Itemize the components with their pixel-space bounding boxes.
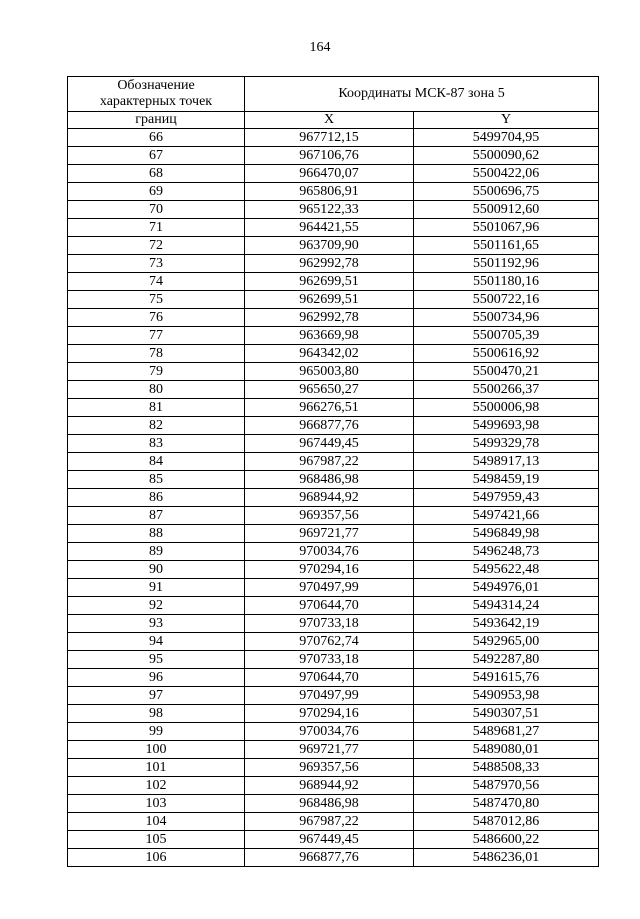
point-id-cell: 98 (68, 705, 245, 723)
point-id-cell: 83 (68, 435, 245, 453)
y-coordinate-cell: 5499329,78 (414, 435, 599, 453)
point-id-cell: 85 (68, 471, 245, 489)
point-id-cell: 100 (68, 741, 245, 759)
table-row (68, 399, 599, 417)
y-coordinate-cell: 5500912,60 (414, 201, 599, 219)
y-coordinate-cell: 5500006,98 (414, 399, 599, 417)
table-row (68, 219, 599, 237)
y-coordinate-cell: 5500266,37 (414, 381, 599, 399)
point-id-cell: 68 (68, 165, 245, 183)
points-column-header (68, 77, 245, 112)
y-coordinate-cell: 5487970,56 (414, 777, 599, 795)
table-row (68, 327, 599, 345)
point-id-cell: 78 (68, 345, 245, 363)
x-coordinate-cell: 967106,76 (245, 147, 414, 165)
table-row (68, 813, 599, 831)
table-row (68, 561, 599, 579)
x-coordinate-cell: 967449,45 (245, 435, 414, 453)
point-id-cell: 91 (68, 579, 245, 597)
point-id-cell: 105 (68, 831, 245, 849)
table-row (68, 723, 599, 741)
y-coordinate-cell: 5494314,24 (414, 597, 599, 615)
table-body (68, 129, 599, 867)
y-coordinate-cell: 5501161,65 (414, 237, 599, 255)
point-id-cell: 74 (68, 273, 245, 291)
table-row (68, 615, 599, 633)
x-coordinate-cell: 968486,98 (245, 471, 414, 489)
table-row (68, 759, 599, 777)
x-coordinate-cell: 969721,77 (245, 525, 414, 543)
point-id-cell: 73 (68, 255, 245, 273)
point-id-cell: 86 (68, 489, 245, 507)
y-coordinate-cell: 5486236,01 (414, 849, 599, 867)
y-coordinate-cell: 5487012,86 (414, 813, 599, 831)
point-id-cell: 94 (68, 633, 245, 651)
x-coordinate-cell: 970034,76 (245, 723, 414, 741)
point-id-cell: 76 (68, 309, 245, 327)
table-row (68, 705, 599, 723)
x-coordinate-cell: 970497,99 (245, 687, 414, 705)
x-coordinate-cell: 969357,56 (245, 507, 414, 525)
x-coordinate-cell: 968944,92 (245, 777, 414, 795)
table-row (68, 147, 599, 165)
table-row (68, 453, 599, 471)
x-coordinate-cell: 970644,70 (245, 669, 414, 687)
page-number: 164 (309, 40, 331, 55)
x-coordinate-cell: 967449,45 (245, 831, 414, 849)
y-coordinate-cell: 5500696,75 (414, 183, 599, 201)
table-row (68, 849, 599, 867)
table-row (68, 777, 599, 795)
y-coordinate-cell: 5501180,16 (414, 273, 599, 291)
y-coordinate-cell: 5489080,01 (414, 741, 599, 759)
y-coordinate-cell: 5492965,00 (414, 633, 599, 651)
x-coordinate-cell: 967987,22 (245, 813, 414, 831)
y-coordinate-cell: 5500722,16 (414, 291, 599, 309)
point-id-cell: 89 (68, 543, 245, 561)
y-coordinate-cell: 5497421,66 (414, 507, 599, 525)
table-row (68, 543, 599, 561)
point-id-cell: 101 (68, 759, 245, 777)
table-row (68, 381, 599, 399)
point-id-cell: 103 (68, 795, 245, 813)
point-id-cell: 75 (68, 291, 245, 309)
y-coordinate-cell: 5500705,39 (414, 327, 599, 345)
y-coordinate-cell: 5492287,80 (414, 651, 599, 669)
table-row (68, 237, 599, 255)
point-id-cell: 77 (68, 327, 245, 345)
points-header-line: Обозначение (117, 78, 195, 93)
y-coordinate-cell: 5501192,96 (414, 255, 599, 273)
x-coordinate-cell: 966877,76 (245, 849, 414, 867)
y-coordinate-cell: 5499704,95 (414, 129, 599, 147)
x-coordinate-cell: 969721,77 (245, 741, 414, 759)
x-coordinate-cell: 970294,16 (245, 705, 414, 723)
point-id-cell: 95 (68, 651, 245, 669)
x-coordinate-cell: 962992,78 (245, 309, 414, 327)
x-coordinate-cell: 970497,99 (245, 579, 414, 597)
point-id-cell: 81 (68, 399, 245, 417)
x-coordinate-cell: 962699,51 (245, 273, 414, 291)
table-row (68, 255, 599, 273)
y-coordinate-cell: 5498459,19 (414, 471, 599, 489)
table-row (68, 525, 599, 543)
table-row (68, 273, 599, 291)
x-coordinate-cell: 965003,80 (245, 363, 414, 381)
x-coordinate-cell: 968944,92 (245, 489, 414, 507)
y-coordinate-cell: 5489681,27 (414, 723, 599, 741)
table-row (68, 201, 599, 219)
x-coordinate-cell: 962699,51 (245, 291, 414, 309)
x-coordinate-cell: 966470,07 (245, 165, 414, 183)
y-coordinate-cell: 5493642,19 (414, 615, 599, 633)
table-row (68, 129, 599, 147)
point-id-cell: 70 (68, 201, 245, 219)
point-id-cell: 97 (68, 687, 245, 705)
table-row (68, 687, 599, 705)
x-coordinate-cell: 963709,90 (245, 237, 414, 255)
table-row (68, 435, 599, 453)
point-id-cell: 88 (68, 525, 245, 543)
table-row (68, 633, 599, 651)
table-row (68, 795, 599, 813)
y-coordinate-cell: 5500616,92 (414, 345, 599, 363)
y-coordinate-cell: 5500470,21 (414, 363, 599, 381)
x-column-header: X (245, 112, 414, 129)
y-coordinate-cell: 5488508,33 (414, 759, 599, 777)
y-coordinate-cell: 5498917,13 (414, 453, 599, 471)
x-coordinate-cell: 969357,56 (245, 759, 414, 777)
x-coordinate-cell: 967987,22 (245, 453, 414, 471)
point-id-cell: 104 (68, 813, 245, 831)
point-id-cell: 90 (68, 561, 245, 579)
table-row (68, 345, 599, 363)
y-coordinate-cell: 5495622,48 (414, 561, 599, 579)
x-coordinate-cell: 970733,18 (245, 651, 414, 669)
point-id-cell: 87 (68, 507, 245, 525)
point-id-cell: 71 (68, 219, 245, 237)
y-coordinate-cell: 5499693,98 (414, 417, 599, 435)
x-coordinate-cell: 970733,18 (245, 615, 414, 633)
x-coordinate-cell: 965650,27 (245, 381, 414, 399)
x-coordinate-cell: 964421,55 (245, 219, 414, 237)
table-row (68, 165, 599, 183)
point-id-cell: 96 (68, 669, 245, 687)
y-coordinate-cell: 5486600,22 (414, 831, 599, 849)
x-coordinate-cell: 968486,98 (245, 795, 414, 813)
table-row (68, 183, 599, 201)
point-id-cell: 72 (68, 237, 245, 255)
y-coordinate-cell: 5496849,98 (414, 525, 599, 543)
point-id-cell: 99 (68, 723, 245, 741)
table-row (68, 669, 599, 687)
y-coordinate-cell: 5490307,51 (414, 705, 599, 723)
table-row (68, 831, 599, 849)
point-id-cell: 66 (68, 129, 245, 147)
table-row (68, 651, 599, 669)
y-coordinate-cell: 5490953,98 (414, 687, 599, 705)
table-row (68, 417, 599, 435)
y-coordinate-cell: 5500734,96 (414, 309, 599, 327)
point-id-cell: 69 (68, 183, 245, 201)
table-row (68, 489, 599, 507)
table-row (68, 363, 599, 381)
y-coordinate-cell: 5491615,76 (414, 669, 599, 687)
x-coordinate-cell: 965806,91 (245, 183, 414, 201)
y-column-header: Y (414, 112, 599, 129)
point-id-cell: 79 (68, 363, 245, 381)
x-coordinate-cell: 970762,74 (245, 633, 414, 651)
y-coordinate-cell: 5500422,06 (414, 165, 599, 183)
table-row (68, 741, 599, 759)
x-coordinate-cell: 970034,76 (245, 543, 414, 561)
point-id-cell: 80 (68, 381, 245, 399)
x-coordinate-cell: 965122,33 (245, 201, 414, 219)
point-id-cell: 67 (68, 147, 245, 165)
point-id-cell: 102 (68, 777, 245, 795)
x-coordinate-cell: 966276,51 (245, 399, 414, 417)
table-row (68, 291, 599, 309)
coordinates-table (67, 76, 599, 867)
y-coordinate-cell: 5487470,80 (414, 795, 599, 813)
x-coordinate-cell: 970294,16 (245, 561, 414, 579)
table-row (68, 309, 599, 327)
table-row (68, 597, 599, 615)
point-id-cell: 84 (68, 453, 245, 471)
x-coordinate-cell: 963669,98 (245, 327, 414, 345)
point-id-cell: 82 (68, 417, 245, 435)
points-header-line: границ (68, 112, 245, 129)
table-row (68, 579, 599, 597)
x-coordinate-cell: 970644,70 (245, 597, 414, 615)
point-id-cell: 93 (68, 615, 245, 633)
x-coordinate-cell: 966877,76 (245, 417, 414, 435)
y-coordinate-cell: 5501067,96 (414, 219, 599, 237)
point-id-cell: 92 (68, 597, 245, 615)
table-row (68, 471, 599, 489)
x-coordinate-cell: 964342,02 (245, 345, 414, 363)
y-coordinate-cell: 5496248,73 (414, 543, 599, 561)
coordinate-system-header: Координаты МСК-87 зона 5 (245, 77, 599, 112)
table-row (68, 507, 599, 525)
y-coordinate-cell: 5500090,62 (414, 147, 599, 165)
points-header-line: характерных точек (99, 94, 213, 109)
x-coordinate-cell: 962992,78 (245, 255, 414, 273)
x-coordinate-cell: 967712,15 (245, 129, 414, 147)
y-coordinate-cell: 5494976,01 (414, 579, 599, 597)
y-coordinate-cell: 5497959,43 (414, 489, 599, 507)
point-id-cell: 106 (68, 849, 245, 867)
